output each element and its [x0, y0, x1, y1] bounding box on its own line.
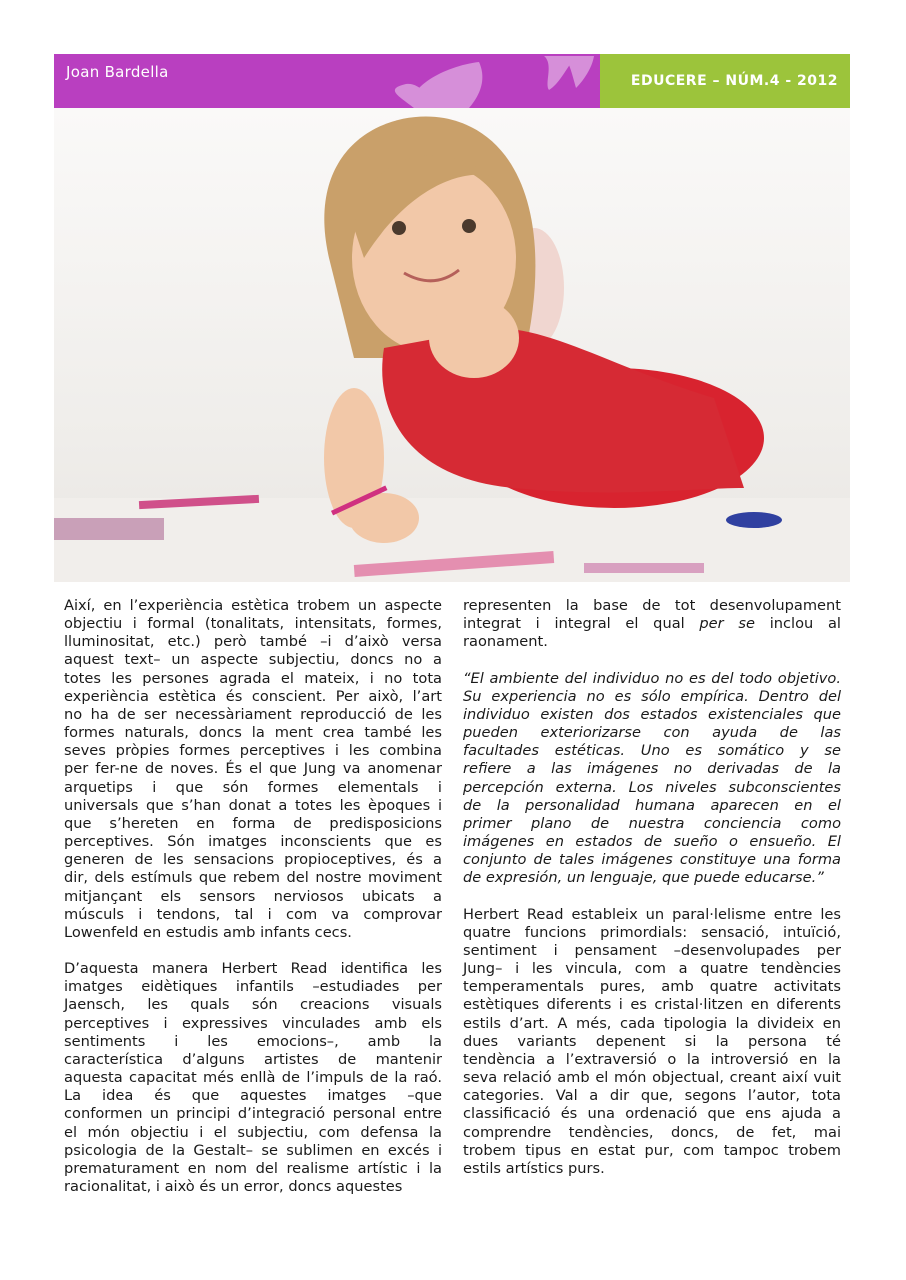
text-line: tendència a l’extraversió o la introversió en la [463, 1050, 841, 1068]
text-line: totes les persones agrada el mateix, i no tota [64, 669, 442, 687]
text-line: psicologia de la Gestalt– se sublimen en excés i [64, 1141, 442, 1159]
text-line: el món objectiu i el subjectiu, com defensa la [64, 1123, 442, 1141]
text-line: generen de les sensacions propioceptives, és a [64, 851, 442, 869]
text-line: objectiu i formal (tonalitats, intensitats, formes, [64, 615, 442, 633]
text-line: característica d’alguns artistes de mantenir [64, 1050, 442, 1068]
text-line: formes naturals, doncs la ment crea també les [64, 724, 442, 742]
text-line: Lowenfeld en estudis amb infants cecs. [64, 923, 352, 941]
text-line: sentiment i pensament –desenvolupades per [463, 941, 841, 959]
journal-issue: EDUCERE – NÚM.4 - 2012 [630, 73, 838, 89]
text-line: no ha de ser necessàriament reproducció de les [64, 705, 442, 723]
text-line: refiere a las imágenes no derivadas de la [463, 760, 841, 778]
photo-illustration [54, 108, 850, 582]
header-author-band [54, 54, 600, 108]
text-line: mitjançant els sensors nerviosos ubicats a [64, 887, 442, 905]
text-line: aquest text– un aspecte subjectiu, doncs no a [64, 651, 442, 669]
text-line: de la personalidad humana aparecen en el [463, 796, 841, 814]
text-line: experiència estètica és conscient. Per això, l’art [64, 687, 442, 705]
text-line: estils d’art. A més, cada tipologia la divideix en [463, 1014, 841, 1032]
butterfly-icon [344, 54, 600, 108]
text-line: estètiques diferents i es cristal·litzen en diferents [463, 996, 841, 1014]
text-column-right [463, 597, 841, 1196]
text-line: Jaensch, les quals són creacions visuals [64, 996, 442, 1014]
text-segment: inclou al [754, 615, 841, 633]
text-line: de expresión, un lenguaje, que puede educarse.” [463, 869, 824, 887]
text-line: facultades estéticas. Uno es somático y se [463, 742, 841, 760]
text-line: que s’hereten en forma de predisposicions [64, 814, 442, 832]
text-line: dir, dels estímuls que rebem del nostre moviment [64, 869, 442, 887]
text-line: raonament. [463, 633, 548, 651]
text-line: imatges eidètiques infantils –estudiades per [64, 978, 442, 996]
text-line: sentiments i les emocions–, amb la [64, 1032, 442, 1050]
header-journal-band [600, 54, 850, 108]
text-line: lluminositat, etc.) però també –i d’això versa [64, 633, 442, 651]
text-line: D’aquesta manera Herbert Read identifica les [64, 960, 442, 978]
text-segment: integrat i integral el qual [463, 615, 700, 633]
text-line: músculs i tendons, tal i com va comprovar [64, 905, 442, 923]
text-line: Herbert Read estableix un paral·lelisme entre les [463, 905, 841, 923]
body-paragraph [64, 597, 442, 942]
text-line: seva relació amb el món objectual, creant així vuit [463, 1069, 841, 1087]
text-line: classificació és una ordenació que ens ajuda a [463, 1105, 841, 1123]
text-line: imágenes en estados de sueño o ensueño. El [463, 833, 841, 851]
text-line: Su experiencia no es sólo empírica. Dentro del [463, 687, 841, 705]
text-line: “El ambiente del individuo no es del todo objetivo. [463, 669, 841, 687]
text-line: aquesta capacitat més enllà de l’impuls de la raó. [64, 1069, 442, 1087]
page-header [54, 54, 850, 108]
text-line: comprendre tendències, doncs, de fet, mai [463, 1123, 841, 1141]
text-line: perceptives. Són imatges inconscients que es [64, 833, 442, 851]
body-paragraph [463, 906, 841, 1178]
text-line [463, 615, 841, 633]
quote-paragraph [463, 670, 841, 888]
text-line: seves pròpies formes perceptives i les combina [64, 742, 442, 760]
text-column-left [64, 597, 442, 1214]
author-name: Joan Bardella [66, 63, 169, 81]
text-line: universals que s’han donat a totes les èpoques i [64, 796, 442, 814]
text-line: temperamentals pures, amb quatre activitats [463, 978, 841, 996]
text-line: arquetips i que són formes elementals i [64, 778, 442, 796]
text-line: conformen un principi d’integració personal entre [64, 1105, 442, 1123]
body-paragraph [64, 960, 442, 1196]
text-line: Així, en l’experiència estètica trobem un aspecte [64, 597, 442, 614]
text-line: perceptives i expressives vinculades amb els [64, 1014, 442, 1032]
text-line: categories. Val a dir que, segons l’autor, tota [463, 1087, 841, 1105]
text-line: per fer-ne de noves. És el que Jung va anomenar [64, 760, 442, 778]
photo-girl-drawing [54, 108, 850, 582]
text-line: racionalitat, i això és un error, doncs aquestes [64, 1177, 403, 1195]
text-line: trobem tipus en estat pur, com tampoc trobem [463, 1141, 841, 1159]
text-line: representen la base de tot desenvolupament [463, 597, 841, 614]
text-line: La idea és que aquestes imatges –que [64, 1087, 442, 1105]
text-line: estils artístics purs. [463, 1159, 605, 1177]
text-line: percepción externa. Los niveles subconscientes [463, 778, 841, 796]
italic-term: per se [699, 615, 755, 633]
text-line: individuo existen dos estados existenciales que [463, 705, 841, 723]
text-line: conjunto de tales imágenes constituye una forma [463, 851, 841, 869]
text-line: quatre funcions primordials: sensació, intuïció, [463, 923, 841, 941]
body-paragraph [463, 597, 841, 651]
text-line: dues variants depenent si la persona té [463, 1032, 841, 1050]
text-line: primer plano de nuestra conciencia como [463, 814, 841, 832]
text-line: Jung– i les vincula, com a quatre tendències [463, 960, 841, 978]
text-line: prematurament en nom del realisme artístic i la [64, 1159, 442, 1177]
text-line: pueden exteriorizarse con ayuda de las [463, 724, 841, 742]
